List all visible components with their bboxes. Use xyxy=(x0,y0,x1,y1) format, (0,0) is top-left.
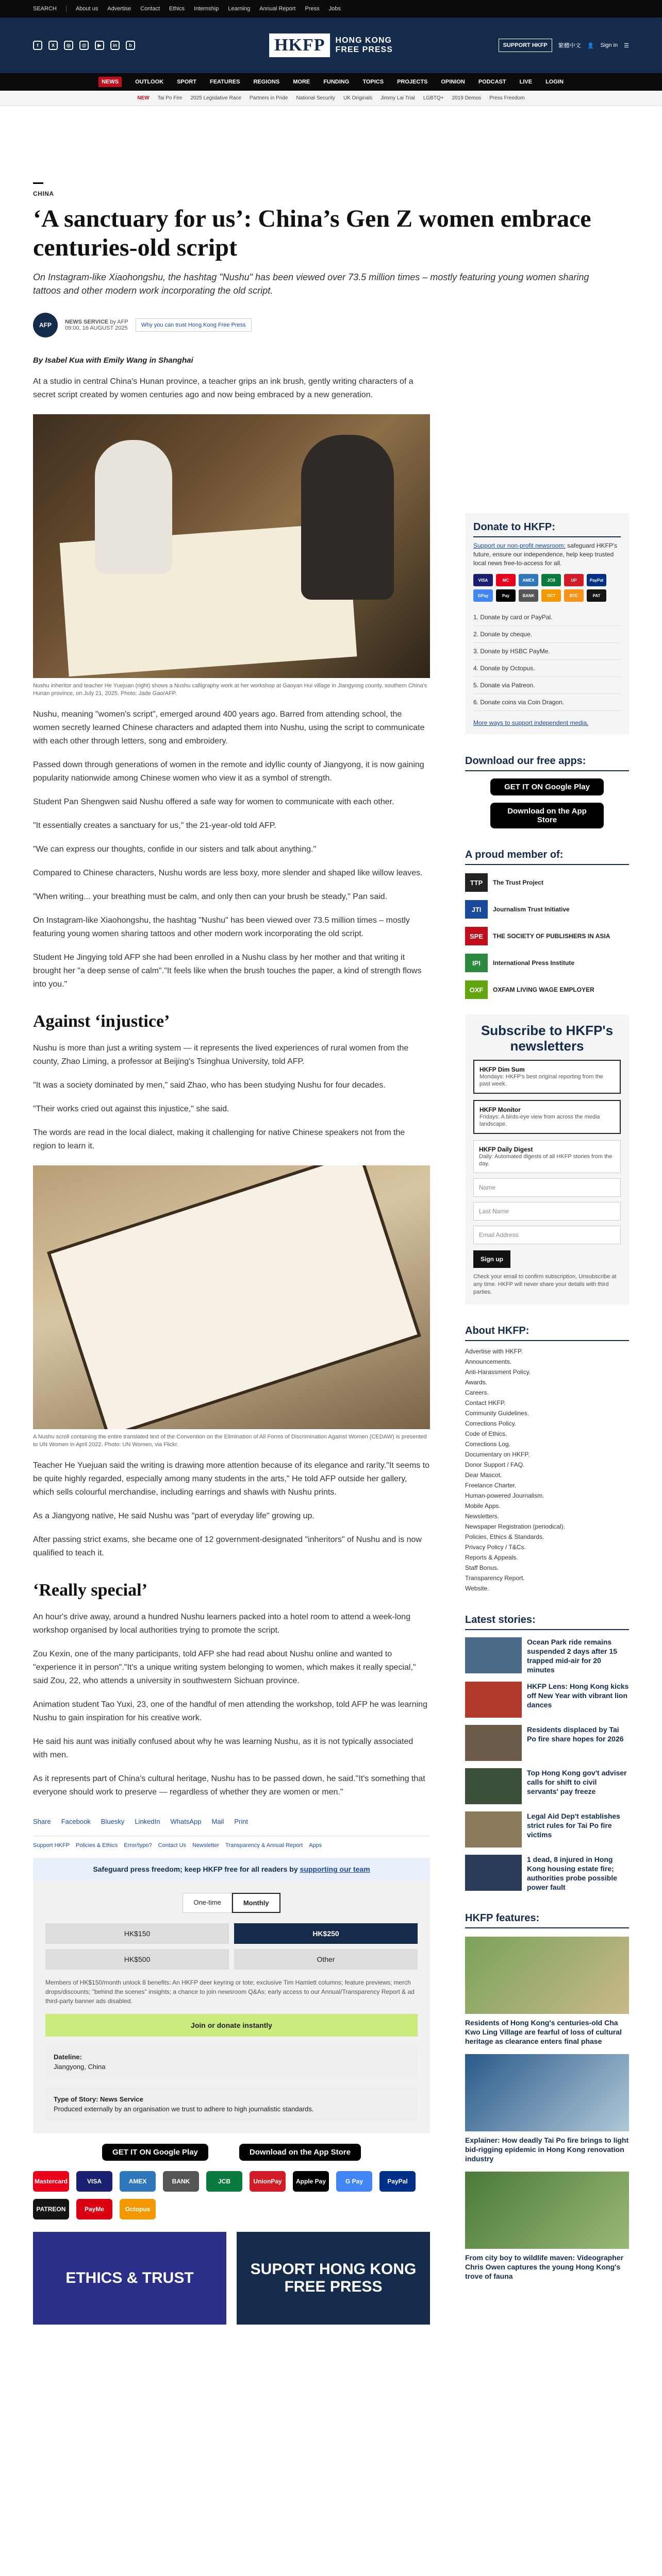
article-photo-1[interactable] xyxy=(33,414,430,678)
unionpay-icon: UnionPay xyxy=(250,2171,286,2192)
about-links xyxy=(465,1346,629,1594)
nav-sport[interactable]: SPORT xyxy=(177,79,196,85)
x-icon[interactable]: X xyxy=(48,41,58,50)
member-name: OXFAM LIVING WAGE EMPLOYER xyxy=(493,986,594,993)
nav-outlook[interactable]: OUTLOOK xyxy=(135,79,164,85)
about-link[interactable]: Corrections Log. xyxy=(465,1440,511,1448)
site-logo[interactable] xyxy=(269,33,393,57)
photo-caption: A Nushu scroll containing the entire translated text of the Convention on the Elimination of All Forms of Discrimination Against Women (CEDAW) is presented to UN Women in April 2022. Photo: UN Women, via Flickr. xyxy=(33,1434,427,1448)
more-ways-link[interactable]: More ways to support independent media. xyxy=(473,719,589,726)
newsletter-name: HKFP Daily Digest xyxy=(479,1146,533,1153)
trust-link[interactable]: Why you can trust Hong Kong Free Press xyxy=(136,318,252,332)
paragraph: As a Jiangyong native, He said Nushu was "part of everyday life" growing up. xyxy=(33,1512,315,1520)
member-name: Journalism Trust Initiative xyxy=(493,906,570,913)
bank-icon: BANK xyxy=(519,589,538,602)
search-link[interactable]: SEARCH xyxy=(33,6,57,12)
email-input[interactable]: Email Address xyxy=(473,1226,621,1244)
donate-option[interactable]: 2. Donate by cheque. xyxy=(473,626,621,643)
member-org[interactable] xyxy=(465,980,629,999)
jcb-icon: JCB xyxy=(541,574,561,586)
dateline-label: Dateline: xyxy=(54,2053,82,2061)
authors: By Isabel Kua with Emily Wang in Shanghai xyxy=(33,356,193,365)
join-button[interactable]: Join or donate instantly xyxy=(45,2014,418,2037)
source-by: by AFP xyxy=(110,319,128,325)
unionpay-icon: UP xyxy=(564,574,584,586)
paragraph: At a studio in central China's Hunan province, a teacher grips an ink brush, gently writing characters of a secret script created by women centuries ago and now being embraced by a new generation. xyxy=(33,377,413,399)
trending-item[interactable]: Tai Po Fire xyxy=(157,95,183,101)
footer-link[interactable]: Newsletter xyxy=(192,1842,220,1849)
paragraph: After passing strict exams, she became one of 12 government-designated "inheritors" of Nushu and is now qualified to teach it. xyxy=(33,1535,422,1557)
about-link[interactable]: Advertise with HKFP. xyxy=(465,1348,523,1355)
source-avatar[interactable]: AFP xyxy=(33,313,58,337)
story-type-value: Produced externally by an organisation we trust to adhere to high journalistic standards. xyxy=(54,2105,314,2113)
about-link[interactable]: Documentary on HKFP. xyxy=(465,1451,530,1458)
donate-option[interactable]: 1. Donate by card or PayPal. xyxy=(473,609,621,626)
support-link[interactable]: supporting our team xyxy=(300,1865,370,1873)
share-print[interactable]: Print xyxy=(234,1818,249,1825)
publish-date: 09:00, 16 AUGUST 2025 xyxy=(65,325,128,331)
newsletter-desc: Mondays: HKFP's best original reporting from the past week. xyxy=(479,1074,603,1087)
newsletter-name: HKFP Monitor xyxy=(479,1106,521,1113)
paragraph: "Their works cried out against this injustice," she said. xyxy=(33,1105,229,1113)
amount-option[interactable]: HK$500 xyxy=(45,1949,229,1970)
about-link[interactable]: Corrections Policy. xyxy=(465,1420,517,1427)
paragraph: Passed down through generations of women in the remote and idyllic county of Jiangyong, it is now gaining popularity nationwide among Chinese women who view it as a symbol of strength. xyxy=(33,760,424,783)
site-header xyxy=(0,18,662,73)
octopus-icon: OCT xyxy=(541,589,561,602)
member-benefits: Members of HK$150/month unlock 8 benefits: An HKFP deer keyring or tote; exclusive Tim Hamlett columns; feature previews; merch drops/discounts; "behind the scenes" insights; a chance to join newsroom Q&As; early access to our Annual/Transparency Report & ad third-party banner ads disabled. xyxy=(45,1979,415,2005)
member-org[interactable] xyxy=(465,954,629,972)
paragraph: An hour's drive away, around a hundred Nushu learners packed into a hotel room to attend a week-long workshop organised by local authorities trying to promote the script. xyxy=(33,1613,411,1635)
contact-link[interactable]: Contact xyxy=(140,6,160,12)
feature-title[interactable]: Explainer: How deadly Tai Po fire brings to light bid-rigging epidemic in Hong Kong renovation industry xyxy=(465,2136,629,2163)
dateline-value: Jiangyong, China xyxy=(54,2063,106,2071)
bitcoin-icon: BTC xyxy=(564,589,584,602)
member-name: THE SOCIETY OF PUBLISHERS IN ASIA xyxy=(493,933,610,940)
apple-pay-icon: Pay xyxy=(496,589,516,602)
member-name: International Press Institute xyxy=(493,959,575,967)
about-link[interactable]: Dear Mascot. xyxy=(465,1471,502,1479)
oxfam-icon: OXF xyxy=(465,980,488,999)
youtube-icon[interactable]: ▶ xyxy=(95,41,104,50)
apple-pay-icon: Apple Pay xyxy=(293,2171,329,2192)
dateline-box xyxy=(45,2045,418,2079)
nav-login[interactable]: LOGIN xyxy=(545,79,564,85)
trending-item[interactable]: Partners in Pride xyxy=(249,95,288,101)
trending-item[interactable]: Press Freedom xyxy=(489,95,525,101)
divider xyxy=(66,6,67,12)
trending-item[interactable]: Jimmy Lai Trial xyxy=(380,95,415,101)
nav-regions[interactable]: REGIONS xyxy=(253,79,280,85)
scroll xyxy=(47,1165,421,1429)
share-whatsapp[interactable]: WhatsApp xyxy=(170,1818,202,1825)
support-button[interactable]: SUPPORT HKFP xyxy=(499,39,552,52)
story-thumbnail xyxy=(465,1682,522,1718)
trending-item[interactable]: 2019 Demos xyxy=(452,95,482,101)
story-thumbnail xyxy=(465,1637,522,1673)
octopus-icon: Octopus xyxy=(120,2199,156,2219)
paragraph: "When writing... your breathing must be calm, and only then can your brush be steady," Pan said. xyxy=(33,892,387,901)
kicker-rule xyxy=(33,182,43,184)
payme-icon: PayMe xyxy=(76,2199,112,2219)
support-banner xyxy=(33,1858,430,1880)
social-links xyxy=(33,41,135,50)
apps-title: Download our free apps: xyxy=(465,755,629,771)
about-link[interactable]: Human-powered Journalism. xyxy=(465,1492,544,1499)
story-type-label: Type of Story: News Service xyxy=(54,2095,143,2103)
footer-link[interactable]: Contact Us xyxy=(158,1842,187,1849)
paypal-icon: PayPal xyxy=(587,574,606,586)
about-link[interactable]: About us xyxy=(75,6,98,12)
jcb-icon: JCB xyxy=(206,2171,242,2192)
amex-icon: AMEX xyxy=(519,574,538,586)
footer-link[interactable]: Apps xyxy=(309,1842,322,1849)
latest-story[interactable] xyxy=(465,1725,629,1761)
newsletter-note: Check your email to confirm subscription, Unsubscribe at any time. HKFP will never share your details with third parties. xyxy=(473,1274,617,1295)
nav-topics[interactable]: TOPICS xyxy=(362,79,384,85)
one-time-option[interactable]: One-time xyxy=(183,1893,231,1913)
support-text: Safeguard press freedom; keep HKFP free for all readers by xyxy=(93,1865,298,1873)
paragraph: As it represents part of China's cultural heritage, Nushu has to be passed down, he said."It's something that everyone should work to preserve — regardless of whether they are women or men." xyxy=(33,1774,425,1797)
nav-podcast[interactable]: PODCAST xyxy=(478,79,506,85)
nav-features[interactable]: FEATURES xyxy=(210,79,240,85)
apps-section xyxy=(465,755,629,828)
story-title: Top Hong Kong gov't adviser calls for shift to civil servants' pay freeze xyxy=(527,1769,627,1795)
jti-icon: JTI xyxy=(465,900,488,919)
donate-title: Donate to HKFP: xyxy=(473,521,621,537)
amount-option[interactable]: Other xyxy=(234,1949,418,1970)
app-store-button[interactable]: Download on the App Store xyxy=(239,2144,361,2161)
story-thumbnail xyxy=(465,1725,522,1761)
subheading: ‘Really special’ xyxy=(33,1581,147,1600)
paragraph: Student He Jingying told AFP she had been enrolled in a Nushu class by her mother and that writing it brought her "a deep sense of calm"."It feels like when the brush touches the paper, a kind of strength flows into you." xyxy=(33,953,422,989)
frequency-toggle xyxy=(45,1893,418,1913)
logo-mark: HKFP xyxy=(269,33,330,57)
signin-link[interactable]: Sign in xyxy=(600,42,618,48)
section-label[interactable]: CHINA xyxy=(33,190,54,197)
story-thumbnail xyxy=(465,1855,522,1891)
support-hkfp-banner[interactable]: SUPORT HONG KONG FREE PRESS xyxy=(237,2232,430,2325)
story-title: Legal Aid Dep't establishes strict rules for Tai Po fire victims xyxy=(527,1812,620,1839)
about-link[interactable]: Newsletters. xyxy=(465,1513,500,1520)
about-section xyxy=(465,1325,629,1594)
amount-option[interactable]: HK$250 xyxy=(234,1923,418,1944)
about-link[interactable]: Privacy Policy / T&Cs. xyxy=(465,1544,526,1551)
about-link[interactable]: Anti-Harassment Policy. xyxy=(465,1368,531,1376)
donate-option[interactable]: 3. Donate by HSBC PayMe. xyxy=(473,643,621,660)
paragraph: "It essentially creates a sanctuary for us," the 21-year-old told AFP. xyxy=(33,821,276,830)
paragraph: Compared to Chinese characters, Nushu words are less boxy, more slender and shaped like willow leaves. xyxy=(33,869,423,877)
linkedin-icon[interactable]: in xyxy=(110,41,120,50)
about-link[interactable]: Community Guidelines. xyxy=(465,1410,529,1417)
promo-banners xyxy=(33,2232,430,2325)
about-link[interactable]: Careers. xyxy=(465,1389,489,1396)
footer-links xyxy=(33,1836,430,1849)
source-row xyxy=(33,313,430,337)
membership-title: A proud member of: xyxy=(465,849,629,865)
latest-story[interactable] xyxy=(465,1682,629,1718)
feature-title[interactable]: From city boy to wildlife maven: Videographer Chris Owen captures the young Hong Kong's trove of fauna xyxy=(465,2253,624,2280)
donate-widget xyxy=(33,1880,430,2133)
member-name: The Trust Project xyxy=(493,879,544,886)
utility-bar xyxy=(0,0,662,18)
new-badge: NEW xyxy=(137,95,150,101)
nav-opinion[interactable]: OPINION xyxy=(441,79,465,85)
share-facebook[interactable]: Facebook xyxy=(61,1818,91,1825)
donate-option[interactable]: 6. Donate coins via Coin Dragon. xyxy=(473,694,621,711)
about-link[interactable]: Awards. xyxy=(465,1379,488,1386)
share-linkedin[interactable]: LinkedIn xyxy=(135,1818,160,1825)
trending-item[interactable]: UK Originals xyxy=(343,95,373,101)
member-org[interactable] xyxy=(465,900,629,919)
paragraph: On Instagram-like Xiaohongshu, the hashtag "Nushu" has been viewed over 73.5 million times – mostly featuring young women sharing tattoos and other modern work incorporating the old script. xyxy=(33,916,410,938)
paragraph: He said his aunt was initially confused about why he was learning Nushu, as it is not typically associated with men. xyxy=(33,1737,413,1759)
share-mail[interactable]: Mail xyxy=(211,1818,224,1825)
sidebar xyxy=(465,106,629,2281)
story-thumbnail xyxy=(465,1811,522,1848)
user-icon[interactable]: 👤 xyxy=(587,42,594,49)
share-bluesky[interactable]: Bluesky xyxy=(101,1818,125,1825)
amex-icon: AMEX xyxy=(120,2171,156,2192)
ethics-link[interactable]: Ethics xyxy=(169,6,185,12)
trending-nav xyxy=(0,91,662,106)
about-link[interactable]: Transparency Report. xyxy=(465,1574,525,1582)
about-link[interactable]: Mobile Apps. xyxy=(465,1502,501,1510)
header-actions xyxy=(499,39,629,52)
app-store-button[interactable]: Download on the App Store xyxy=(490,803,604,828)
donate-options xyxy=(473,609,621,711)
feature-image[interactable] xyxy=(465,2172,629,2249)
menu-icon[interactable]: ☰ xyxy=(624,42,629,49)
nav-news[interactable]: NEWS xyxy=(98,77,122,87)
latest-story[interactable] xyxy=(465,1768,629,1804)
newsletter-desc: Fridays: A birds-eye view from across the media landscape. xyxy=(479,1114,600,1127)
payment-methods xyxy=(33,2171,430,2219)
first-name-input[interactable]: Name xyxy=(473,1178,621,1197)
monthly-option[interactable]: Monthly xyxy=(232,1893,280,1913)
sopa-icon: SPE xyxy=(465,927,488,945)
feature-image[interactable] xyxy=(465,2054,629,2131)
about-link[interactable]: Announcements. xyxy=(465,1358,512,1365)
story-title: 1 dead, 8 injured in Hong Kong housing estate fire; authorities probe possible power fault xyxy=(527,1855,618,1891)
paragraph: "It was a society dominated by men," said Zhao, who has been studying Nushu for four decades. xyxy=(33,1081,386,1090)
footer-link[interactable]: Policies & Ethics xyxy=(75,1842,118,1849)
newsletter-signup xyxy=(465,1014,629,1304)
patreon-icon: PATREON xyxy=(33,2199,69,2219)
footer-link[interactable]: Support HKFP xyxy=(33,1842,70,1849)
features-title: HKFP features: xyxy=(465,1912,629,1928)
paragraph: Nushu, meaning "women's script", emerged around 400 years ago. Barred from attending school, the women secretly learned Chinese characters and adapted them into Nushu, using the script to communicate with each other through letters, song and embroidery. xyxy=(33,710,425,745)
facebook-icon[interactable]: f xyxy=(33,41,42,50)
membership-section xyxy=(465,849,629,999)
ethics-banner[interactable]: ETHICS & TRUST xyxy=(33,2232,226,2325)
google-pay-icon: G Pay xyxy=(336,2171,372,2192)
photo-caption: Nushu inheritor and teacher He Yuejuan (right) shows a Nushu calligraphy work at her workshop at Gaoyan Hui village in Jiangyong county, southern China's Hunan province, on July 21, 2025. Photo: Jade Gao/AFP. xyxy=(33,683,427,697)
member-org[interactable] xyxy=(465,927,629,945)
share-bar xyxy=(33,1818,430,1825)
logo-text xyxy=(336,36,393,55)
about-link[interactable]: Staff Bonus. xyxy=(465,1564,499,1571)
nav-live[interactable]: LIVE xyxy=(519,79,533,85)
press-link[interactable]: Press xyxy=(305,6,320,12)
about-link[interactable]: Freelance Charter. xyxy=(465,1482,517,1489)
paragraph: "We can express our thoughts, confide in our sisters and talk about anything." xyxy=(33,845,317,854)
trending-item[interactable]: LGBTQ+ xyxy=(423,95,444,101)
language-link[interactable]: 繁體中文 xyxy=(558,43,581,49)
app-store-row xyxy=(33,2144,430,2161)
story-title: Ocean Park ride remains suspended 2 days after 15 trapped mid-air for 20 minutes xyxy=(527,1638,618,1674)
amount-option[interactable]: HK$150 xyxy=(45,1923,229,1944)
about-link[interactable]: Website. xyxy=(465,1585,489,1592)
newsletter-name: HKFP Dim Sum xyxy=(479,1066,525,1073)
about-link[interactable]: Newspaper Registration (periodical). xyxy=(465,1523,566,1530)
share-label: Share xyxy=(33,1818,51,1825)
story-title: HKFP Lens: Hong Kong kicks off New Year with vibrant lion dances xyxy=(527,1682,629,1709)
paragraph: Nushu is more than just a writing system — it represents the lived experiences of rural women from the county, Zhao Liming, a professor at Beijing's Tsinghua University, told AFP. xyxy=(33,1044,409,1066)
paragraph: Zou Kexin, one of the many participants, told AFP she had read about Nushu online and wanted to "experience it in person"."It's a unique writing system belonging to women, which makes it really special," said Zou, 22, who attends a university in southwestern Sichuan province. xyxy=(33,1650,416,1685)
visa-icon: VISA xyxy=(76,2171,112,2192)
paragraph: Animation student Tao Yuxi, 23, one of the handful of men attending the workshop, told AFP he was learning Nushu to gain inspiration for his creative work. xyxy=(33,1700,427,1722)
donate-intro xyxy=(473,541,621,568)
last-name-input[interactable]: Last Name xyxy=(473,1202,621,1221)
newsletter-title: Subscribe to HKFP's newsletters xyxy=(481,1023,614,1054)
signup-button[interactable]: Sign up xyxy=(473,1250,510,1268)
bank-icon: BANK xyxy=(163,2171,199,2192)
advertise-link[interactable]: Advertise xyxy=(107,6,131,12)
donate-intro-link[interactable]: Support our non-profit newsroom: xyxy=(473,542,566,549)
member-org[interactable] xyxy=(465,873,629,892)
paypal-icon: PayPal xyxy=(379,2171,416,2192)
mastercard-icon: Mastercard xyxy=(33,2171,69,2192)
internship-link[interactable]: Internship xyxy=(194,6,219,12)
student-figure xyxy=(95,440,172,574)
learning-link[interactable]: Learning xyxy=(228,6,251,12)
newsletter-option[interactable] xyxy=(473,1100,621,1134)
instagram-icon[interactable]: ◎ xyxy=(64,41,73,50)
bluesky-icon[interactable]: b xyxy=(126,41,135,50)
logo-line1: HONG KONG xyxy=(335,36,392,45)
newsletter-desc: Daily: Automated digests of all HKFP stories from the day. xyxy=(479,1154,613,1167)
source-name[interactable]: NEWS SERVICE xyxy=(65,319,109,325)
newsletter-option[interactable] xyxy=(473,1140,621,1173)
main-nav xyxy=(0,73,662,91)
paragraph: The words are read in the local dialect, making it challenging for native Chinese speakers not from the region to learn it. xyxy=(33,1128,405,1150)
latest-story[interactable] xyxy=(465,1811,629,1848)
features-section xyxy=(465,1912,629,2281)
latest-section xyxy=(465,1614,629,1892)
about-link[interactable]: Code of Ethics. xyxy=(465,1430,507,1437)
paragraph: Student Pan Shengwen said Nushu offered a safe way for women to communicate with each other. xyxy=(33,798,394,806)
amount-grid xyxy=(45,1923,418,1970)
google-play-button[interactable]: GET IT ON Google Play xyxy=(490,778,604,795)
feature-title[interactable]: Residents of Hong Kong's centuries-old Cha Kwo Ling Village are fearful of loss of cultural heritage as clearance enters final phase xyxy=(465,2019,622,2045)
threads-icon[interactable]: @ xyxy=(79,41,89,50)
latest-story[interactable] xyxy=(465,1855,629,1892)
logo-line2: FREE PRESS xyxy=(335,45,393,54)
google-play-button[interactable]: GET IT ON Google Play xyxy=(102,2144,208,2161)
feature-image[interactable] xyxy=(465,1937,629,2014)
footer-link[interactable]: Transparency & Annual Report xyxy=(225,1842,303,1849)
newsletter-option[interactable] xyxy=(473,1060,621,1094)
donate-option[interactable]: 4. Donate by Octopus. xyxy=(473,660,621,677)
story-type-box xyxy=(45,2087,418,2121)
jobs-link[interactable]: Jobs xyxy=(328,6,341,12)
about-link[interactable]: Policies, Ethics & Standards. xyxy=(465,1533,544,1540)
about-title: About HKFP: xyxy=(465,1325,629,1341)
nav-projects[interactable]: PROJECTS xyxy=(397,79,428,85)
story-thumbnail xyxy=(465,1768,522,1804)
paragraph: Teacher He Yuejuan said the writing is drawing more attention because of its elegance and rarity."It seems to be quite highly regarded, especially among many students in the arts," He told AFP outside her gallery, which sells colourful merchandise, including earrings and shawls with Nushu prints. xyxy=(33,1461,430,1497)
subheading: Against ‘injustice’ xyxy=(33,1012,170,1031)
about-link[interactable]: Contact HKFP. xyxy=(465,1399,506,1406)
about-link[interactable]: Donor Support / FAQ. xyxy=(465,1461,525,1468)
about-link[interactable]: Reports & Appeals. xyxy=(465,1554,518,1561)
donate-panel xyxy=(465,513,629,735)
footer-link[interactable]: Error/typo? xyxy=(124,1842,152,1849)
teacher-figure xyxy=(301,435,394,600)
nav-funding[interactable]: FUNDING xyxy=(323,79,350,85)
visa-icon: VISA xyxy=(473,574,493,586)
story-title: Residents displaced by Tai Po fire share hopes for 2026 xyxy=(527,1725,624,1743)
nav-more[interactable]: MORE xyxy=(293,79,310,85)
article-title: ‘A sanctuary for us’: China’s Gen Z women embrace centuries-old script xyxy=(33,205,591,261)
trending-item[interactable]: National Security xyxy=(296,95,335,101)
google-pay-icon: GPay xyxy=(473,589,493,602)
trust-project-icon: TTP xyxy=(465,873,488,892)
donate-intro-text: safeguard HKFP's future, ensure our independence, help keep trusted local news free-to-access for all. xyxy=(473,542,618,567)
annual-report-link[interactable]: Annual Report xyxy=(259,6,296,12)
mastercard-icon: MC xyxy=(496,574,516,586)
source-info xyxy=(65,319,128,331)
latest-story[interactable] xyxy=(465,1637,629,1674)
latest-title: Latest stories: xyxy=(465,1614,629,1630)
patreon-icon: PAT xyxy=(587,589,606,602)
trending-item[interactable]: 2025 Legislative Race xyxy=(190,95,241,101)
sidebar-payment-icons xyxy=(473,574,621,602)
article-photo-2[interactable] xyxy=(33,1165,430,1429)
donate-option[interactable]: 5. Donate via Patreon. xyxy=(473,677,621,694)
standfirst: On Instagram-like Xiaohongshu, the hashtag "Nushu" has been viewed over 73.5 million times – mostly featuring young women sharing tattoos and other modern work incorporating the old script. xyxy=(33,272,589,296)
ipi-icon: IPI xyxy=(465,954,488,972)
